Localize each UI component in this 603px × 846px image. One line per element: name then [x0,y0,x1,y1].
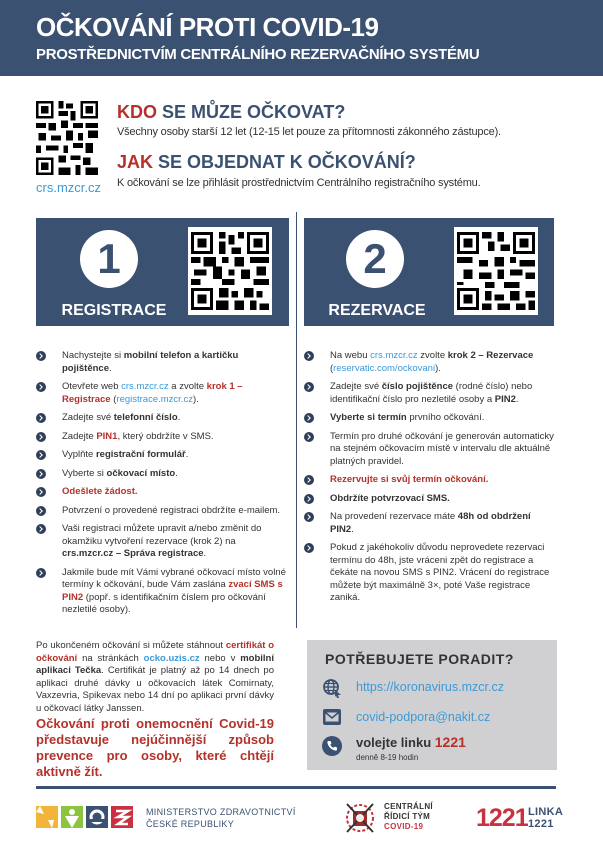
ministry-name: MINISTERSTVO ZDRAVOTNICTVÍ ČESKÉ REPUBLIKY [146,807,296,829]
email-link[interactable]: covid-podpora@nakit.cz [356,710,491,724]
hotline-number[interactable]: 1221 [434,734,466,750]
list-item: Vaši registraci můžete upravit a/nebo změnit do okamžiku vytvoření rezervace (krok 2) na crs.mzcr.cz – Správa registrace. [36,523,286,561]
how-heading [117,152,416,173]
who-text: Všechny osoby starší 12 let (12-15 let pouze za přítomnosti zákonného zástupce). [117,126,501,138]
qr-code-rezervace [454,227,538,315]
crs-link[interactable]: crs.mzcr.cz [121,381,169,392]
list-item: Jakmile bude mít Vámi vybrané očkovací místo volné termíny k očkování, bude Vám zaslána zvací SMS s PIN2 (popř. s identifikačním číslem pro očkování nezletilé osoby). [36,567,286,617]
phone-icon [322,736,342,756]
list-item: Zadejte své číslo pojištěnce (rodné číslo) nebo identifikační číslo pro nezletilé osoby a PIN2. [304,381,554,406]
step2-label: REZERVACE [328,302,426,319]
chevron-right-icon [36,506,46,516]
page-title: OČKOVÁNÍ PROTI COVID-19 [36,12,379,42]
chevron-right-icon [36,568,46,578]
hotline-text: volejte linku 1221 [356,734,466,750]
chevron-right-icon [36,450,46,460]
list-item: Vyplňte registrační formulář. [36,449,286,462]
chevron-right-icon [304,494,314,504]
chevron-right-icon [304,543,314,553]
chevron-right-icon [304,413,314,423]
how-heading-red: JAK [117,152,154,172]
chevron-right-icon [304,475,314,485]
qr-code-crs [36,101,98,175]
chevron-right-icon [36,351,46,361]
chevron-right-icon [36,413,46,423]
footer-divider [36,786,556,789]
list-item: Pokud z jakéhokoliv důvodu neprovedete rezervaci termínu do 48h, jste vráceni zpět do registrace a čekáte na novou SMS s PIN2. Vrácení do registrace můžete být maximálně 3×, poté Vaše registrace zaniká. [304,542,554,605]
help-panel [307,640,557,770]
chevron-right-icon [36,432,46,442]
globe-icon [322,678,342,698]
list-item: Termín pro druhé očkování je generován automaticky na stejném očkovacím místě v intervalu dle aktuálně platných pravidel. [304,431,554,469]
step1-number: 1 [80,230,138,288]
chevron-right-icon [304,351,314,361]
crs-link[interactable]: crs.mzcr.cz [370,350,418,361]
linka-1221-label: LINKA 1221 [528,806,564,830]
list-item: Vyberte si očkovací místo. [36,468,286,481]
list-item: Nachystejte si mobilní telefon a kartičku pojištěnce. [36,350,286,375]
page-subtitle: PROSTŘEDNICTVÍM CENTRÁLNÍHO REZERVAČNÍHO SYSTÉMU [36,46,480,63]
list-item: Na webu crs.mzcr.cz zvolte krok 2 – Rezervace (reservatic.com/ockovani). [304,350,554,375]
crisis-team-name: CENTRÁLNÍ ŘÍDICÍ TÝM COVID-19 [384,802,433,831]
step2-number: 2 [346,230,404,288]
list-item: Vyberte si termín prvního očkování. [304,412,554,425]
envelope-icon [322,707,342,727]
list-item: Obdržíte potvrzovací SMS. [304,493,554,506]
chevron-right-icon [304,382,314,392]
help-title: POTŘEBUJETE PORADIT? [325,651,514,667]
how-text: K očkování se lze přihlásit prostřednictvím Centrálního registračního systému. [117,177,481,189]
list-item: Otevřete web crs.mzcr.cz a zvolte krok 1 – Registrace (registrace.mzcr.cz). [36,381,286,406]
crisis-team-emblem [343,800,377,836]
web-link[interactable]: https://koronavirus.mzcr.cz [356,680,504,694]
hotline-hours: denně 8-19 hodin [356,753,419,762]
list-item: Odešlete žádost. [36,486,286,499]
who-heading [117,102,345,123]
step1-label: REGISTRACE [61,302,167,319]
chevron-right-icon [36,382,46,392]
step2-box [304,218,554,326]
step1-box [36,218,289,326]
step2-list [304,350,554,611]
who-heading-rest: SE MŮZE OČKOVAT? [157,102,346,122]
reservatic-link[interactable]: reservatic.com/ockovani [333,362,436,374]
list-item: Rezervujte si svůj termín očkování. [304,474,554,487]
who-heading-red: KDO [117,102,157,122]
chevron-right-icon [304,432,314,442]
slogan: Očkování proti onemocnění Covid-19 představuje nejúčinnější způsob prevence pro osoby, které chtějí aktivně žít. [36,716,274,779]
step1-list [36,350,286,623]
chevron-right-icon [36,487,46,497]
ocko-uzis-link[interactable]: ocko.uzis.cz [143,652,200,664]
registrace-link[interactable]: registrace.mzcr.cz [116,393,193,405]
chevron-right-icon [36,469,46,479]
list-item: Zadejte své telefonní číslo. [36,412,286,425]
list-item: Zadejte PIN1, který obdržíte v SMS. [36,431,286,444]
list-item: Na provedení rezervace máte 48h od obdržení PIN2. [304,511,554,536]
crs-link[interactable]: crs.mzcr.cz [36,180,101,195]
chevron-right-icon [36,524,46,534]
list-item: Potvrzení o provedené registraci obdržíte e-mailem. [36,505,286,518]
linka-1221-logo: 1221 [476,804,528,832]
column-divider [296,212,297,628]
certificate-text: Po ukončeném očkování si můžete stáhnout certifikát o očkování na stránkách ocko.uzis.cz nebo v mobilní aplikaci Tečka. Certifikát je platný až po 14 dnech po aplikaci druhé dávky u očkovacích látek Comirnaty, Vaxzevria, Spikevax nebo 14 dní po aplikaci první dávky u očkovací látky Janssen. [36,640,274,714]
chevron-right-icon [304,512,314,522]
how-heading-rest: SE OBJEDNAT K OČKOVÁNÍ? [153,152,416,172]
header-banner [0,0,603,76]
qr-code-registrace [188,227,272,315]
